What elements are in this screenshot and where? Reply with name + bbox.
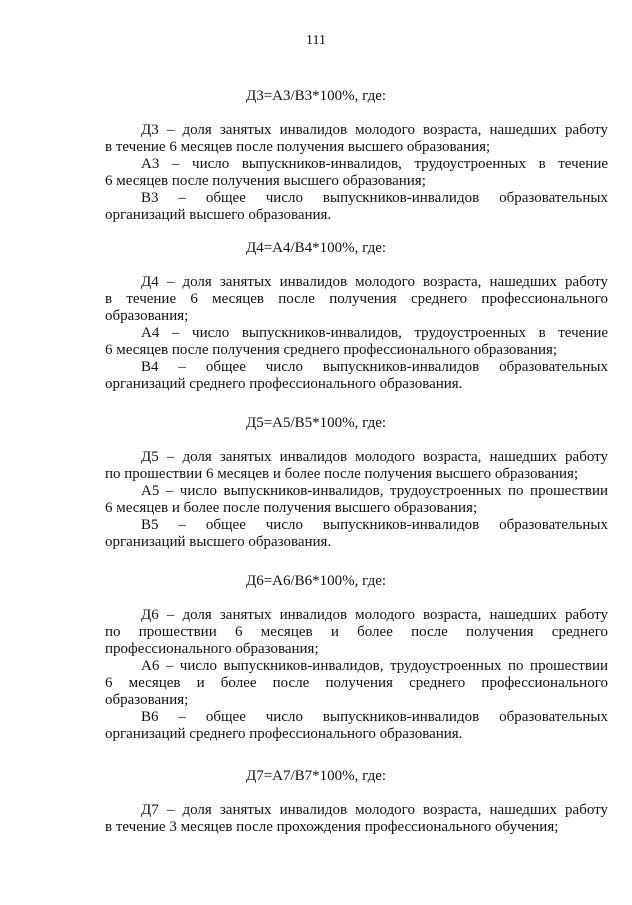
text-line: А5 – число выпускников-инвалидов, трудоустроенных по прошествии [141, 483, 608, 499]
text-line: в течение 6 месяцев после получения среднего профессионального [105, 291, 608, 307]
text-line: Д3 – доля занятых инвалидов молодого возраста, нашедших работу [141, 122, 608, 138]
text-line: в течение 3 месяцев после прохождения профессионального обучения; [105, 819, 559, 835]
text-line: по прошествии 6 месяцев и более после получения высшего образования; [105, 466, 579, 482]
text-line: А4 – число выпускников-инвалидов, трудоустроенных в течение [141, 325, 608, 341]
definition-paragraph [105, 802, 608, 836]
text-line: В5 – общее число выпускников-инвалидов образовательных [141, 517, 608, 533]
definition-paragraph [105, 156, 608, 190]
formula-heading: Д7=А7/В7*100%, где: [245, 768, 387, 784]
text-line: 6 месяцев и более после получения среднего профессионального [105, 675, 608, 691]
definition-paragraph [105, 709, 608, 743]
definition-paragraph [105, 274, 608, 325]
text-line: Д7 – доля занятых инвалидов молодого возраста, нашедших работу [141, 802, 608, 818]
definition-paragraph [105, 607, 608, 658]
text-line: В4 – общее число выпускников-инвалидов образовательных [141, 359, 608, 375]
text-line: организаций высшего образования. [105, 534, 332, 550]
text-line: А6 – число выпускников-инвалидов, трудоустроенных по прошествии [141, 658, 608, 674]
definition-paragraph [105, 483, 608, 517]
text-line: В6 – общее число выпускников-инвалидов образовательных [141, 709, 608, 725]
formula-heading: Д4=А4/В4*100%, где: [245, 240, 387, 256]
text-line: 6 месяцев и более после получения высшего образования; [105, 500, 478, 516]
text-line: в течение 6 месяцев после получения высшего образования; [105, 139, 491, 155]
definition-paragraph [105, 517, 608, 551]
text-line: А3 – число выпускников-инвалидов, трудоустроенных в течение [141, 156, 608, 172]
formula-heading: Д6=А6/В6*100%, где: [245, 573, 387, 589]
text-line: Д5 – доля занятых инвалидов молодого возраста, нашедших работу [141, 449, 608, 465]
definition-paragraph [105, 325, 608, 359]
definition-paragraph [105, 190, 608, 224]
text-line: 6 месяцев после получения высшего образования; [105, 173, 426, 189]
text-line: по прошествии 6 месяцев и более после получения среднего [105, 624, 608, 640]
definition-paragraph [105, 449, 608, 483]
text-line: образования; [105, 308, 189, 324]
text-line: организаций высшего образования. [105, 207, 332, 223]
text-line: организаций среднего профессионального образования. [105, 376, 463, 392]
text-line: профессионального образования; [105, 641, 319, 657]
definition-paragraph [105, 122, 608, 156]
text-line: образования; [105, 692, 189, 708]
text-line: В3 – общее число выпускников-инвалидов образовательных [141, 190, 608, 206]
definition-paragraph [105, 359, 608, 393]
page-number: 111 [306, 33, 326, 48]
formula-heading: Д3=А3/В3*100%, где: [245, 88, 387, 104]
formula-heading: Д5=А5/В5*100%, где: [245, 415, 387, 431]
text-line: Д4 – доля занятых инвалидов молодого возраста, нашедших работу [141, 274, 608, 290]
text-line: 6 месяцев после получения среднего профессионального образования; [105, 342, 558, 358]
definition-paragraph [105, 658, 608, 709]
text-line: организаций среднего профессионального образования. [105, 726, 463, 742]
text-line: Д6 – доля занятых инвалидов молодого возраста, нашедших работу [141, 607, 608, 623]
